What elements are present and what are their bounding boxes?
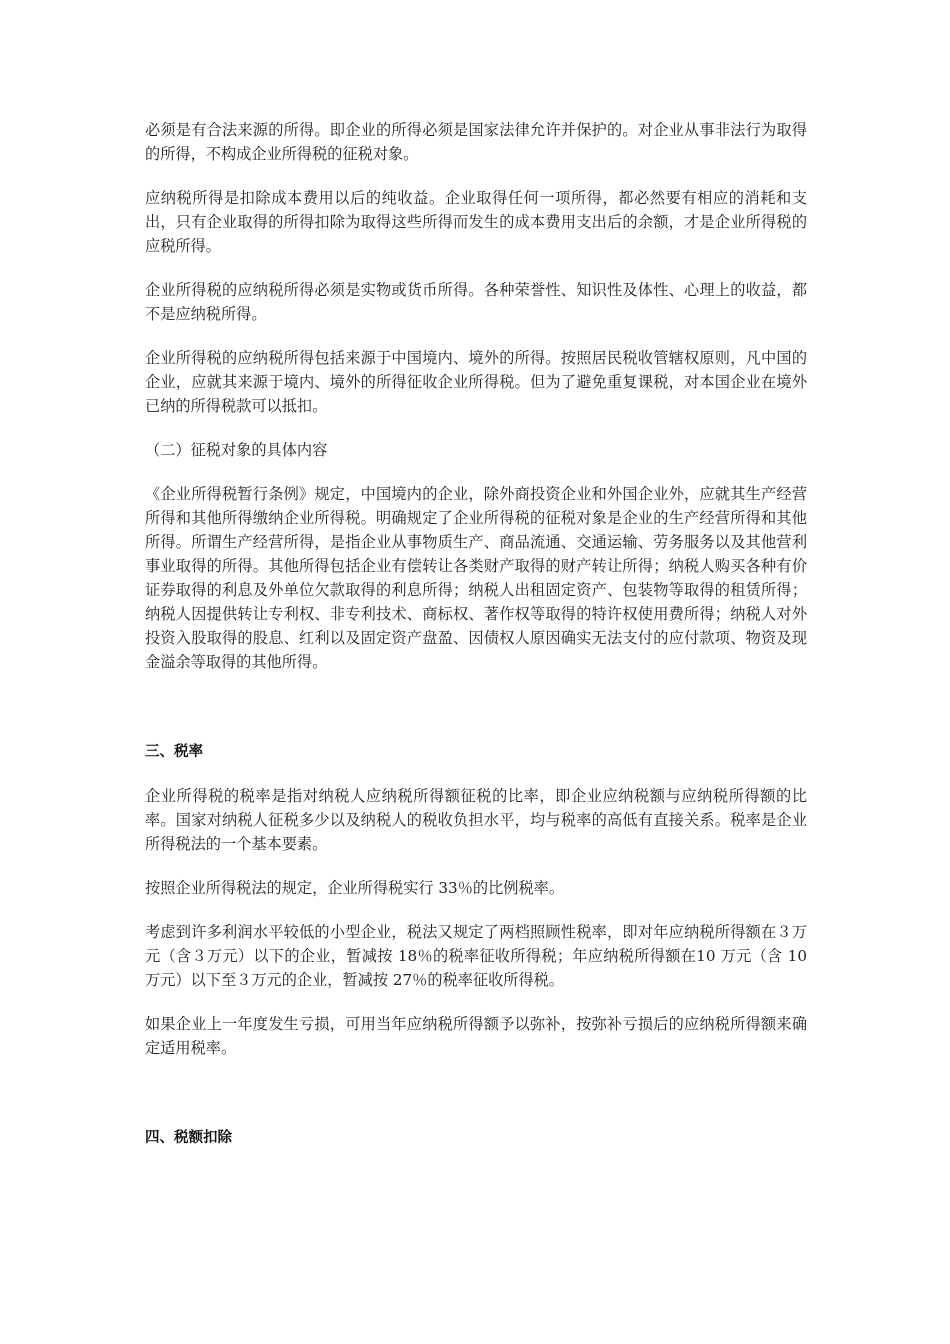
paragraph-rate-definition: 企业所得税的税率是指对纳税人应纳税所得额征税的比率，即企业应纳税额与应纳税所得额的比率。国家对纳税人征税多少以及纳税人的税收负担水平，均与税率的高低有直接关系。税率是企业所得税法的一个基本要素。 bbox=[145, 787, 807, 853]
paragraph-net-income: 应纳税所得是扣除成本费用以后的纯收益。企业取得任何一项所得，都必然要有相应的消耗和支出，只有企业取得的所得扣除为取得这些所得而发生的成本费用支出后的余额，才是企业所得税的应税所得。 bbox=[145, 189, 807, 255]
section-heading-tax-rate: 三、税率 bbox=[145, 744, 203, 760]
paragraph-preferential-rates: 考虑到许多利润水平较低的小型企业，税法又规定了两档照顾性税率，即对年应纳税所得额在３万元（含３万元）以下的企业，暂减按 18％的税率征收所得税；年应纳税所得额在10 万元（含 10 万元）以下至３万元的企业，暂减按 27％的税率征收所得税。 bbox=[145, 923, 807, 989]
paragraph-regulation: 《企业所得税暂行条例》规定，中国境内的企业，除外商投资企业和外国企业外，应就其生产经营所得和其他所得缴纳企业所得税。明确规定了企业所得税的征税对象是企业的生产经营所得和其他所得。所谓生产经营所得，是指企业从事物质生产、商品流通、交通运输、劳务服务以及其他营利事业取得的所得。其他所得包括企业有偿转让各类财产取得的财产转让所得；纳税人购买各种有价证券取得的利息及外单位欠款取得的利息所得；纳税人出租固定资产、包装物等取得的租赁所得；纳税人因提供转让专利权、非专利技术、商标权、著作权等取得的特许权使用费所得；纳税人对外投资入股取得的股息、红利以及固定资产盘盈、因债权人原因确实无法支付的应付款项、物资及现金溢余等取得的其他所得。 bbox=[145, 485, 807, 671]
paragraph-legal-source: 必须是有合法来源的所得。即企业的所得必须是国家法律允许并保护的。对企业从事非法行为取得的所得，不构成企业所得税的征税对象。 bbox=[145, 121, 807, 163]
paragraph-rate-33: 按照企业所得税法的规定，企业所得税实行 33％的比例税率。 bbox=[145, 879, 565, 897]
paragraph-material-income: 企业所得税的应纳税所得必须是实物或货币所得。各种荣誉性、知识性及体性、心理上的收益，都不是应纳税所得。 bbox=[145, 281, 807, 323]
paragraph-loss-offset: 如果企业上一年度发生亏损，可用当年应纳税所得额予以弥补，按弥补亏损后的应纳税所得额来确定适用税率。 bbox=[145, 1015, 807, 1057]
subsection-title: （二）征税对象的具体内容 bbox=[145, 441, 328, 459]
document-page bbox=[145, 118, 807, 1150]
section-heading-tax-deduction: 四、税额扣除 bbox=[145, 1130, 232, 1146]
paragraph-domestic-foreign: 企业所得税的应纳税所得包括来源于中国境内、境外的所得。按照居民税收管辖权原则，凡中国的企业，应就其来源于境内、境外的所得征收企业所得税。但为了避免重复课税，对本国企业在境外已纳的所得税款可以抵扣。 bbox=[145, 349, 807, 415]
